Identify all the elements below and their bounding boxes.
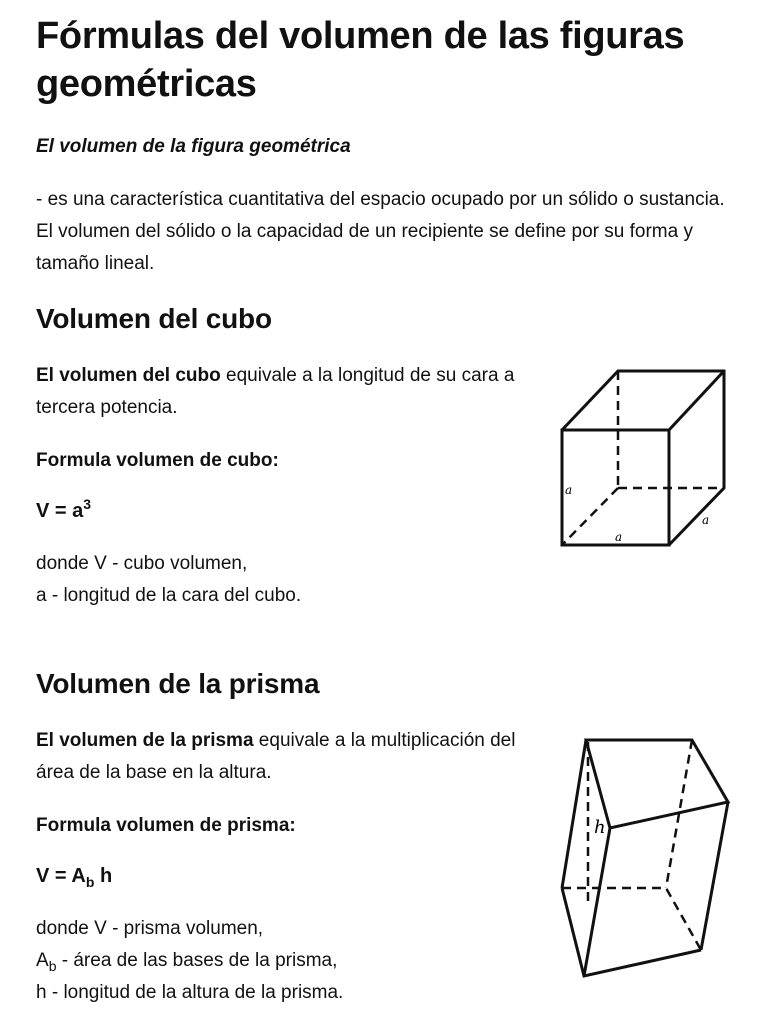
cube-description bbox=[36, 360, 556, 424]
prism-label-height: h bbox=[594, 817, 606, 838]
prism-heading: Volumen de la prisma bbox=[36, 668, 320, 699]
prism-where bbox=[36, 913, 556, 1009]
prism-formula bbox=[36, 862, 112, 890]
prism-top-face bbox=[586, 740, 728, 828]
prism-right-edge bbox=[701, 802, 728, 950]
prism-description bbox=[36, 725, 556, 789]
prism-where-area-subscript: b bbox=[48, 958, 57, 974]
cube-top-right-edge bbox=[669, 371, 724, 430]
cube-formula-main: V = a bbox=[36, 500, 84, 522]
cube-formula-exponent: 3 bbox=[83, 496, 92, 512]
cube-diagram bbox=[556, 364, 732, 552]
cube-where-line-1: donde V - cubo volumen, bbox=[36, 553, 248, 574]
prism-description-rest: equivale a la multiplicación del área de la base en la altura. bbox=[36, 730, 516, 783]
prism-description-bold: El volumen de la prisma bbox=[36, 730, 254, 751]
cube-heading: Volumen del cubo bbox=[36, 303, 272, 334]
cube-where bbox=[36, 548, 556, 612]
prism-where-area-text: - área de las bases de la prisma, bbox=[56, 950, 338, 971]
prism-where-line-2 bbox=[36, 945, 556, 977]
prism-formula-subscript: b bbox=[85, 874, 95, 890]
prism-where-line-3: h - longitud de la altura de la prisma. bbox=[36, 982, 344, 1003]
cube-formula-label: Formula volumen de cubo: bbox=[36, 450, 279, 471]
prism-formula-h: h bbox=[94, 865, 113, 887]
cube-description-bold: El volumen del cubo bbox=[36, 365, 221, 386]
page-title: Fórmulas del volumen de las figuras geométricas bbox=[36, 15, 685, 105]
intro-paragraph: - es una característica cuantitativa del espacio ocupado por un sólido o sustancia. El volumen del sólido o la capacidad de un recipiente se define por su forma y tamaño lineal. bbox=[36, 189, 725, 274]
prism-where-line-1: donde V - prisma volumen, bbox=[36, 918, 264, 939]
cube-description-rest: equivale a la longitud de su cara a tercera potencia. bbox=[36, 365, 515, 418]
cube-label-bottom: a bbox=[615, 530, 623, 544]
prism-diagram bbox=[556, 732, 736, 984]
cube-label-left: a bbox=[565, 483, 573, 497]
cube-formula bbox=[36, 497, 91, 525]
cube-where-line-2: a - longitud de la cara del cubo. bbox=[36, 585, 302, 606]
prism-left-edge bbox=[562, 740, 586, 888]
prism-where-area-symbol: A bbox=[36, 950, 49, 971]
prism-hidden-bottom bbox=[562, 888, 701, 950]
prism-formula-v: V = A bbox=[36, 865, 86, 887]
prism-bottom-visible bbox=[562, 888, 701, 976]
cube-label-right: a bbox=[702, 513, 710, 527]
definition-subtitle: El volumen de la figura geométrica bbox=[36, 136, 351, 157]
prism-formula-label: Formula volumen de prisma: bbox=[36, 815, 296, 836]
